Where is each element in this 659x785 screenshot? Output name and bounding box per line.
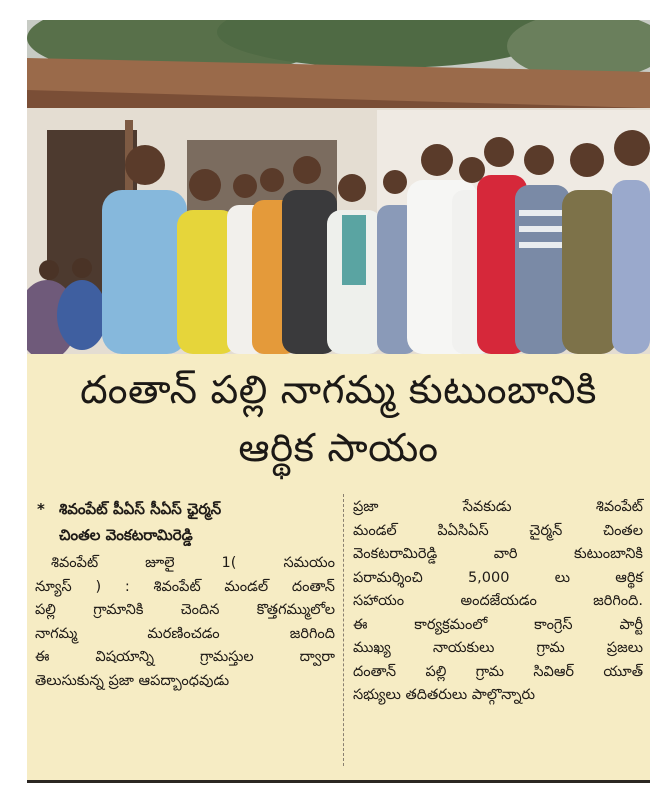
right-text-line: ప్రజా సేవకుడు శివంపేట్	[353, 499, 643, 515]
subhead-line-1: శివంపేట్ పీఏస్ సీఏస్ ఛైర్మన్	[59, 500, 222, 518]
left-text-line: ఈ విషయాన్ని గ్రామస్తుల ద్వారా	[35, 649, 335, 665]
right-column	[353, 496, 643, 708]
left-text-line: న్యూస్ ) : శివంపేట్ మండల్ దంతాన్	[35, 578, 335, 595]
right-text-line: వెంకటరామిరెడ్డి వారి కుటుంబానికి	[353, 546, 643, 562]
bullet-star: *	[37, 500, 45, 518]
subhead-line-2: చింతల వెంకటరామిరెడ్డి	[59, 526, 193, 544]
left-text-line: నాగమ్మ మరణించడం జరిగింది	[35, 625, 335, 642]
article-body	[27, 490, 650, 775]
headline-line-2: ఆర్థిక సాయం	[238, 426, 439, 471]
headline	[27, 362, 650, 478]
right-text-line: ముఖ్య నాయకులు గ్రామ ప్రజలు	[353, 640, 643, 656]
left-text-line: పల్లి గ్రామానికి చెందిన కొత్తగమ్ములోల	[35, 602, 335, 618]
newspaper-clipping	[27, 20, 650, 783]
left-column	[35, 496, 335, 693]
headline-line-1: దంతాన్ పల్లి నాగమ్మ కుటుంబానికి	[80, 368, 597, 413]
news-photo	[27, 20, 650, 354]
left-text-line: తెలుసుకున్న ప్రజా ఆపద్బాంధవుడు	[35, 672, 230, 689]
right-text-line: సహాయం అందజేయడం జరిగింది.	[353, 593, 643, 609]
column-divider	[343, 494, 344, 766]
left-text-line: శివంపేట్ జూలై 1( సమయం	[51, 555, 335, 571]
right-text-line: మండల్ పిఏసిఏస్ చైర్మన్ చింతల	[353, 522, 643, 539]
subhead-2	[35, 522, 335, 548]
right-text-line: ఈ కార్యక్రమంలో కాంగ్రెస్ పార్టీ	[353, 616, 643, 633]
right-text-line: దంతాన్ పల్లి గ్రామ సివిఆర్ యూత్	[353, 663, 643, 680]
subhead	[35, 496, 335, 522]
right-text-line: పరామర్శించి 5,000 లు ఆర్థిక	[353, 569, 643, 586]
right-text-line: సభ్యులు తదితరులు పాల్గొన్నారు	[353, 687, 536, 703]
